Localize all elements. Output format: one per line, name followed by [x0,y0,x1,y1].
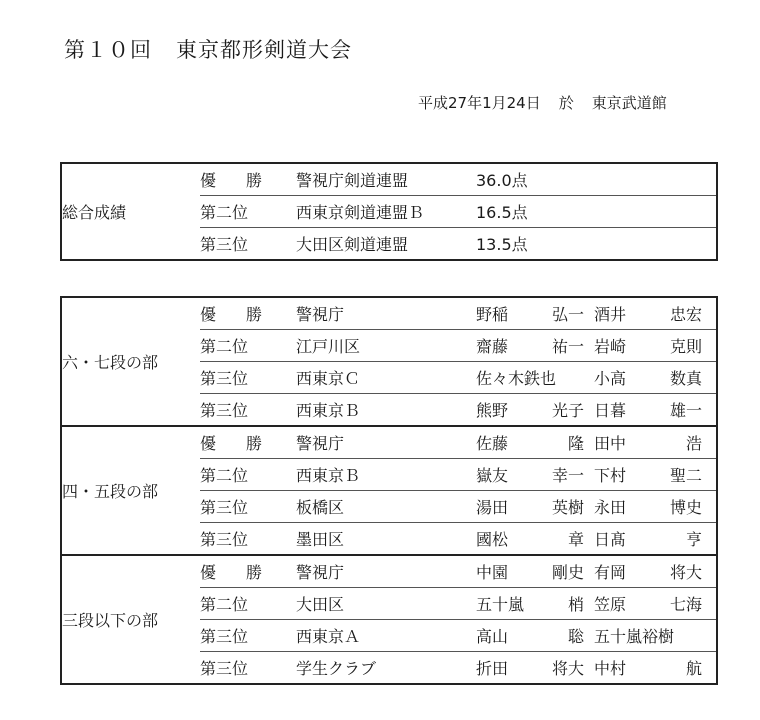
player1-name-part-1: 将大 [551,659,584,678]
team-cell: 大田区 [296,588,476,620]
rank-cell [200,588,296,620]
player2-name-part-1: 数真 [669,369,702,388]
rank-label-part-1: 勝 [245,563,262,582]
player2-name [594,463,702,486]
player2-cell [594,330,717,362]
rank-cell [200,228,296,261]
player2-name-part-1: 亨 [685,530,702,549]
rank-cell [200,196,296,228]
player1-cell [476,555,594,588]
player1-name-part-0: 折田 [476,659,509,678]
player2-name-part-0: 有岡 [594,563,627,582]
player1-name-part-0: 湯田 [476,498,509,517]
player2-cell [594,491,717,523]
player2-cell [594,459,717,491]
rank-cell [200,620,296,652]
rank-label [200,302,262,325]
page-title [64,34,352,64]
player2-cell [594,652,717,685]
rank-label: 第三位 [200,627,249,646]
player2-name-part-0: 小高 [594,369,627,388]
player1-name-part-0: 野稲 [476,305,509,324]
rank-cell [200,330,296,362]
player2-name-part-0: 日髙 [594,530,627,549]
player2-name [594,302,702,325]
player2-cell [594,588,717,620]
rank-cell [200,652,296,685]
rank-cell [200,163,296,196]
player2-name [594,431,702,454]
team-cell: 警視庁 [296,555,476,588]
player2-name-part-0: 中村 [594,659,627,678]
player1-cell [476,426,594,459]
overall-row [61,163,717,196]
player1-name-part-0: 五十嵐 [476,595,525,614]
player2-name-part-0: 岩崎 [594,337,627,356]
rank-label: 第三位 [200,235,249,254]
player1-name [476,334,584,357]
team-cell: 学生クラブ [296,652,476,685]
player1-name-part-1: 光子 [551,401,584,420]
rank-cell [200,459,296,491]
player1-cell [476,459,594,491]
player1-cell [476,394,594,427]
player1-cell [476,330,594,362]
event-at: 於 [558,94,574,112]
rank-label: 第二位 [200,595,249,614]
player2-name [594,527,702,550]
rank-label: 第三位 [200,369,249,388]
title-prefix: 第１０回 [64,38,152,62]
division-category: 六・七段の部 [62,353,159,372]
rank-label-part-1: 勝 [245,434,262,453]
rank-label [200,560,262,583]
player2-name [594,495,702,518]
team-cell: 警視庁 [296,305,345,324]
player1-name: 佐々木鉄也 [476,369,557,388]
team-cell: 西東京剣道連盟Ｂ [296,196,476,228]
event-date: 平成27年1月24日 [418,94,541,112]
rank-cell [200,362,296,394]
player2-name-part-1: 克則 [669,337,702,356]
player2-name-part-1: 雄一 [669,401,702,420]
player1-name-part-0: 齋藤 [476,337,509,356]
division-category: 四・五段の部 [61,426,200,555]
player1-name [476,495,584,518]
player1-cell [476,620,594,652]
player1-name [476,431,584,454]
player1-name-part-1: 祐一 [551,337,584,356]
player2-name [594,560,702,583]
rank-label-part-0: 優 [200,434,217,453]
team-cell: 西東京Ｂ [296,394,476,427]
overall-results-table [60,162,718,261]
player1-name-part-0: 中園 [476,563,509,582]
player2-cell [594,362,717,394]
player1-name-part-1: 幸一 [551,466,584,485]
division-row [61,426,717,459]
player2-name-part-1: 航 [685,659,702,678]
player1-name [476,560,584,583]
player1-name [476,398,584,421]
player1-name [476,463,584,486]
player2-name [594,398,702,421]
player2-name-part-0: 下村 [594,466,627,485]
rank-label: 第三位 [200,401,249,420]
rank-label-part-0: 優 [200,171,217,190]
player2-name-part-1: 七海 [669,595,702,614]
rank-label: 第二位 [200,337,249,356]
player1-name [476,592,584,615]
player1-name-part-1: 梢 [567,595,584,614]
player2-cell [594,297,717,330]
team-cell: 板橋区 [296,491,476,523]
player2-name: 五十嵐裕樹 [594,627,675,646]
player1-name-part-1: 弘一 [551,305,584,324]
player1-name-part-0: 國松 [476,530,509,549]
player2-name-part-0: 酒井 [594,305,627,324]
title-main: 東京都形剣道大会 [176,38,352,62]
player1-cell [476,362,594,394]
rank-cell [200,426,296,459]
player1-name-part-1: 隆 [567,434,584,453]
player2-cell [594,426,717,459]
player1-name [476,527,584,550]
player1-name-part-0: 高山 [476,627,509,646]
event-dateline [418,92,667,113]
rank-label: 第三位 [200,659,249,678]
rank-label: 第二位 [200,203,249,222]
team-cell: 江戸川区 [296,330,476,362]
rank-label [200,168,262,191]
player2-cell [594,394,717,427]
team-cell: 西東京Ｃ [296,362,476,394]
player2-name-part-1: 博史 [669,498,702,517]
rank-label-part-1: 勝 [245,171,262,190]
rank-label: 第三位 [200,530,249,549]
player2-name [594,592,702,615]
score-cell: 13.5点 [476,228,717,261]
player1-name [476,302,584,325]
overall-category: 総合成績 [62,203,127,222]
rank-label-part-1: 勝 [245,305,262,324]
division-results-table [60,296,718,685]
player2-name [594,366,702,389]
player2-name-part-1: 聖二 [669,466,702,485]
rank-label: 第三位 [200,498,249,517]
team-cell: 西東京Ａ [296,620,476,652]
player2-cell [594,555,717,588]
rank-cell [200,491,296,523]
player1-name-part-0: 佐藤 [476,434,509,453]
rank-label-part-0: 優 [200,563,217,582]
team-cell: 大田区剣道連盟 [296,228,476,261]
score-cell: 16.5点 [476,196,717,228]
player1-name [476,624,584,647]
player1-cell [476,491,594,523]
player1-cell [476,652,594,685]
player1-cell [476,588,594,620]
player2-name-part-0: 田中 [594,434,627,453]
event-venue: 東京武道館 [591,94,667,112]
score-cell: 36.0点 [476,171,528,190]
rank-cell [200,297,296,330]
rank-cell [200,394,296,427]
rank-cell [200,555,296,588]
player2-cell [594,523,717,556]
player2-name-part-0: 永田 [594,498,627,517]
rank-cell [200,523,296,556]
division-row [61,297,717,330]
player1-name-part-1: 剛史 [551,563,584,582]
player2-name-part-0: 日暮 [594,401,627,420]
team-cell: 警視庁剣道連盟 [296,171,409,190]
player1-name-part-0: 嶽友 [476,466,509,485]
team-cell: 警視庁 [296,426,476,459]
player2-name-part-1: 将大 [669,563,702,582]
player1-name-part-1: 章 [567,530,584,549]
player2-name-part-1: 浩 [685,434,702,453]
player1-name-part-0: 熊野 [476,401,509,420]
player2-name [594,334,702,357]
player2-name-part-0: 笠原 [594,595,627,614]
rank-label-part-0: 優 [200,305,217,324]
team-cell: 西東京Ｂ [296,459,476,491]
rank-label: 第二位 [200,466,249,485]
division-category: 三段以下の部 [61,555,200,684]
player1-name-part-1: 聡 [567,627,584,646]
player2-name-part-1: 忠宏 [669,305,702,324]
team-cell: 墨田区 [296,523,476,556]
player1-name-part-1: 英樹 [551,498,584,517]
player1-cell [476,523,594,556]
player1-cell [476,297,594,330]
rank-label [200,431,262,454]
division-row [61,555,717,588]
player2-cell [594,620,717,652]
player1-name [476,656,584,679]
player2-name [594,656,702,679]
